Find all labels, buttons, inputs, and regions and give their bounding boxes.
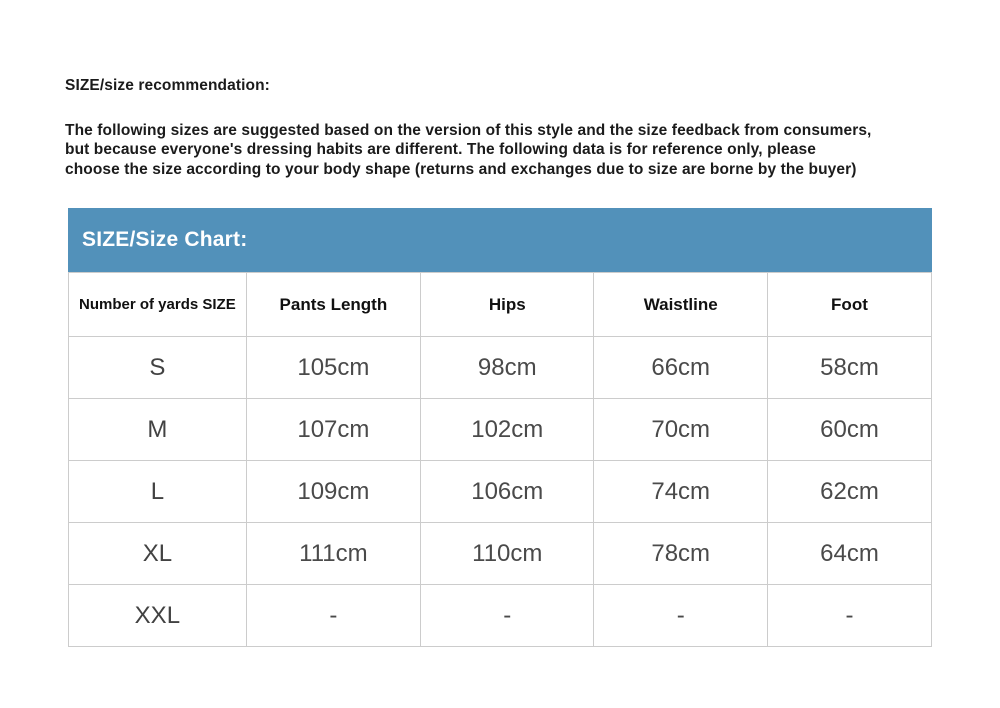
value-cell: - — [767, 585, 931, 647]
value-cell: - — [421, 585, 594, 647]
value-cell: 70cm — [594, 399, 767, 461]
value-cell: 62cm — [767, 461, 931, 523]
column-header: Waistline — [594, 273, 767, 337]
table-row — [69, 337, 932, 399]
table-body — [69, 337, 932, 647]
value-cell: 78cm — [594, 523, 767, 585]
value-cell: 107cm — [246, 399, 420, 461]
size-recommendation-line: but because everyone's dressing habits are different. The following data is for reference only, please — [65, 141, 816, 159]
value-cell: 74cm — [594, 461, 767, 523]
column-header: Number of yards SIZE — [69, 273, 247, 337]
table-row — [69, 523, 932, 585]
value-cell: 58cm — [767, 337, 931, 399]
value-cell: 110cm — [421, 523, 594, 585]
size-cell: L — [69, 461, 247, 523]
size-recommendation-title: SIZE/size recommendation: — [65, 77, 270, 94]
value-cell: 105cm — [246, 337, 420, 399]
value-cell: 64cm — [767, 523, 931, 585]
column-header: Hips — [421, 273, 594, 337]
size-cell: M — [69, 399, 247, 461]
size-cell: S — [69, 337, 247, 399]
value-cell: - — [594, 585, 767, 647]
value-cell: 109cm — [246, 461, 420, 523]
value-cell: 60cm — [767, 399, 931, 461]
value-cell: 111cm — [246, 523, 420, 585]
header-row — [69, 273, 932, 337]
size-cell: XXL — [69, 585, 247, 647]
column-header: Foot — [767, 273, 931, 337]
table-row — [69, 585, 932, 647]
value-cell: 98cm — [421, 337, 594, 399]
size-recommendation-text — [65, 121, 950, 179]
size-table — [68, 272, 932, 647]
size-chart-title-bar — [68, 208, 932, 272]
size-chart-section — [68, 208, 932, 647]
size-cell: XL — [69, 523, 247, 585]
column-header: Pants Length — [246, 273, 420, 337]
value-cell: 102cm — [421, 399, 594, 461]
size-chart-title: SIZE/Size Chart: — [82, 228, 248, 251]
value-cell: 106cm — [421, 461, 594, 523]
size-recommendation-line: choose the size according to your body shape (returns and exchanges due to size are borne by the buyer) — [65, 160, 857, 178]
value-cell: - — [246, 585, 420, 647]
table-row — [69, 399, 932, 461]
size-recommendation-line: The following sizes are suggested based on the version of this style and the size feedback from consumers, — [65, 122, 872, 139]
value-cell: 66cm — [594, 337, 767, 399]
table-row — [69, 461, 932, 523]
